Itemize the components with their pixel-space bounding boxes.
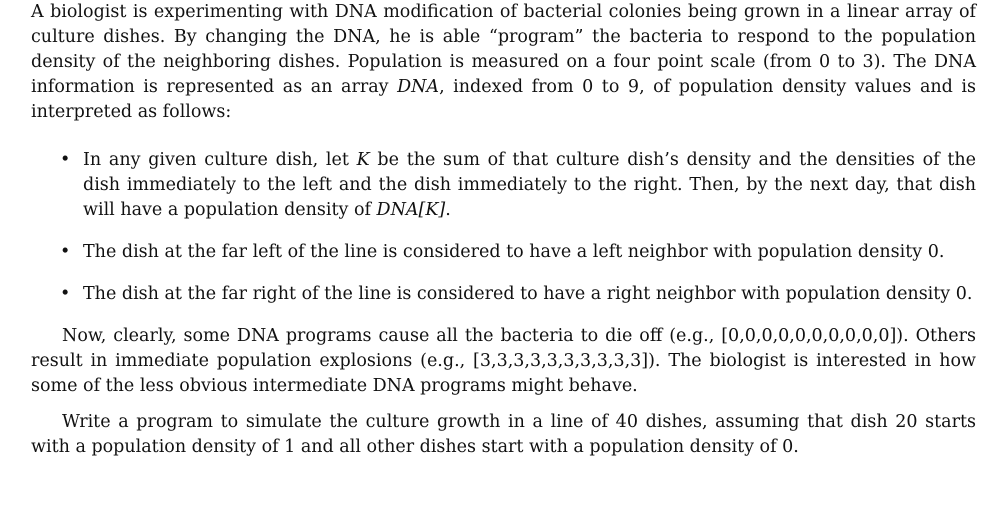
rule-text: The dish at the far left of the line is considered to have a left neighbor with population density 0. bbox=[83, 242, 945, 262]
intro-paragraph bbox=[31, 0, 976, 125]
rule-item-sum bbox=[60, 148, 976, 223]
rule-text: The dish at the far right of the line is considered to have a right neighbor with population density 0. bbox=[83, 284, 973, 304]
bullet-icon: • bbox=[60, 150, 71, 170]
intro-text-part1: A biologist is experimenting with DNA modification of bacterial colonies being grown in a linear array of culture dishes. By changing the DNA, he is able “program” the bacteria to respond to the population density of the neighboring dishes. Population is measured on a four point scale (from 0 to 3). The DNA information is represented as an array bbox=[31, 2, 976, 97]
rule-var-k: K bbox=[356, 150, 370, 170]
bullet-icon: • bbox=[60, 242, 71, 262]
rule-text-part3: . bbox=[445, 200, 451, 220]
task-paragraph: Write a program to simulate the culture growth in a line of 40 dishes, assuming that dish 20 starts with a population density of 1 and all other dishes start with a population density of 0. bbox=[31, 412, 976, 457]
examples-paragraph: Now, clearly, some DNA programs cause all the bacteria to die off (e.g., [0,0,0,0,0,0,0,0,0,0]). Others result in immediate population explosions (e.g., [3,3,3,3,3,3,3,3,3,3]). The biologist is interested in how some of the less obvious intermediate DNA programs might behave. bbox=[31, 326, 976, 396]
rules-list bbox=[31, 148, 976, 307]
bullet-icon: • bbox=[60, 284, 71, 304]
dna-term: DNA bbox=[397, 77, 440, 97]
rule-expr-dna-k: DNA[K] bbox=[376, 200, 446, 220]
rule-item-right-edge bbox=[60, 282, 976, 307]
rule-text-part2: be the sum of that culture dish’s density and the densities of the dish immediately to the left and the dish immediately to the right. Then, by the next day, that dish will have a population density of bbox=[83, 150, 976, 220]
rule-item-left-edge bbox=[60, 240, 976, 265]
rule-text-part1: In any given culture dish, let bbox=[83, 150, 357, 170]
intro-text-part2: , indexed from 0 to 9, of population density values and is interpreted as follows: bbox=[31, 77, 976, 122]
